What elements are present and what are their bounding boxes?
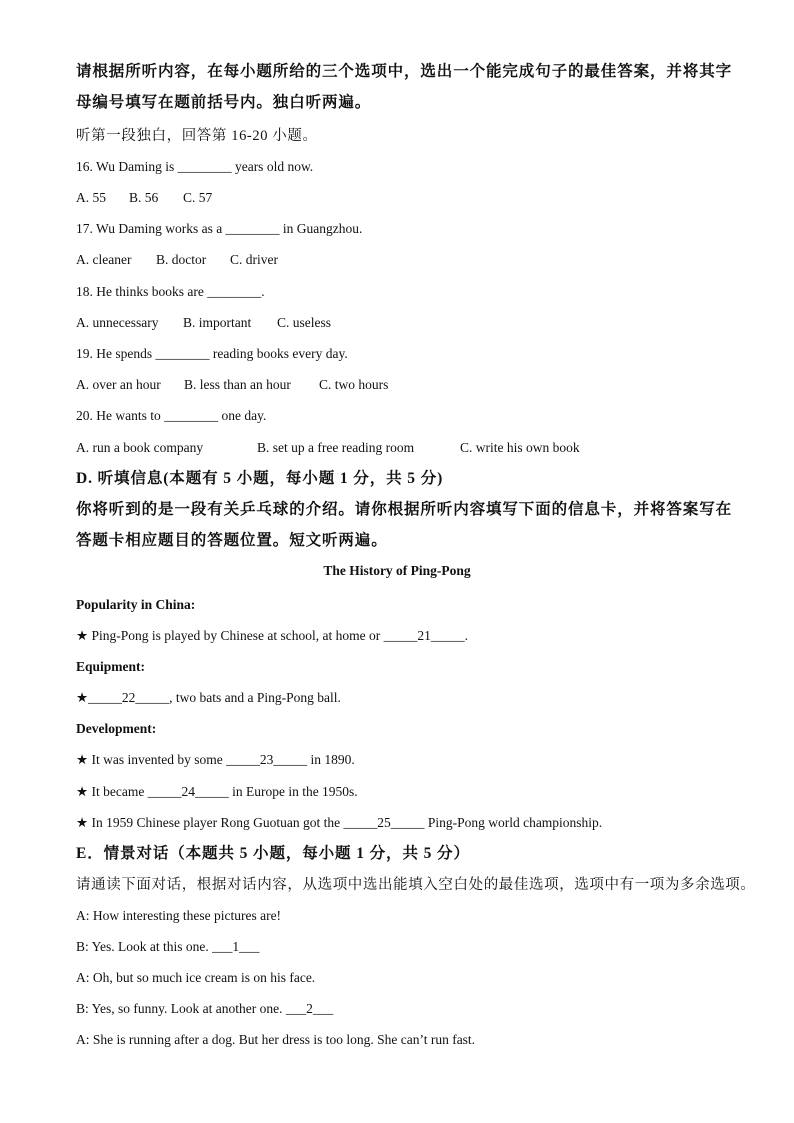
question-19-options bbox=[76, 376, 388, 394]
dev2-text: ★ It became bbox=[76, 784, 148, 799]
question-20-stem: 20. He wants to ________ one day. bbox=[76, 408, 267, 423]
section-d-desc-1: 你将听到的是一段有关乒乓球的介绍。请你根据所听内容填写下面的信息卡，并将答案写在 bbox=[76, 501, 733, 518]
equipment-label: Equipment: bbox=[76, 659, 146, 674]
option-b: B. less than an hour bbox=[184, 377, 291, 392]
equipment-text: , two bats and a Ping-Pong ball. bbox=[169, 690, 341, 705]
option-b: B. important bbox=[183, 315, 252, 330]
dialogue-line: B: Yes. Look at this one. ___1___ bbox=[76, 939, 260, 954]
dev3-tail: Ping-Pong world championship. bbox=[424, 815, 603, 830]
development-item-2 bbox=[76, 783, 358, 801]
question-18-options bbox=[76, 314, 331, 332]
dialogue-line: A: Oh, but so much ice cream is on his face. bbox=[76, 970, 316, 985]
blank-24: _____24_____ bbox=[147, 784, 229, 799]
blank-22: _____22_____ bbox=[88, 690, 170, 705]
option-a: A. unnecessary bbox=[76, 315, 159, 330]
option-c: C. write his own book bbox=[460, 440, 580, 455]
question-19-stem: 19. He spends ________ reading books every day. bbox=[76, 346, 348, 361]
dialogue-line: B: Yes, so funny. Look at another one. ___2___ bbox=[76, 1001, 334, 1016]
monologue-intro: 听第一段独白，回答第 16-20 小题。 bbox=[76, 128, 318, 144]
development-item-1 bbox=[76, 751, 355, 769]
popularity-item bbox=[76, 627, 468, 645]
equipment-item bbox=[76, 689, 341, 707]
option-c: C. 57 bbox=[183, 190, 213, 205]
question-18-stem: 18. He thinks books are ________. bbox=[76, 284, 265, 299]
option-c: C. useless bbox=[277, 315, 331, 330]
dev1-text: ★ It was invented by some bbox=[76, 752, 227, 767]
instruction-line-1: 请根据所听内容，在每小题所给的三个选项中，选出一个能完成句子的最佳答案，并将其字 bbox=[76, 63, 733, 80]
option-a: A. over an hour bbox=[76, 377, 161, 392]
dialogue-line: A: She is running after a dog. But her dress is too long. She can’t run fast. bbox=[76, 1032, 476, 1047]
blank-21: _____21_____ bbox=[383, 628, 465, 643]
option-b: B. set up a free reading room bbox=[257, 440, 415, 455]
dev1-tail: in 1890. bbox=[307, 752, 355, 767]
section-d-desc-2: 答题卡相应题目的答题位置。短文听两遍。 bbox=[76, 532, 388, 549]
instruction-line-2: 母编号填写在题前括号内。独白听两遍。 bbox=[76, 94, 372, 111]
option-a: A. run a book company bbox=[76, 440, 204, 455]
blank-23: _____23_____ bbox=[226, 752, 308, 767]
question-17-options bbox=[76, 251, 278, 269]
question-16-stem: 16. Wu Daming is ________ years old now. bbox=[76, 159, 314, 174]
star-icon: ★ bbox=[76, 690, 89, 705]
development-item-3 bbox=[76, 814, 602, 832]
dialogue-line: A: How interesting these pictures are! bbox=[76, 908, 282, 923]
section-e-desc: 请通读下面对话，根据对话内容，从选项中选出能填入空白处的最佳选项，选项中有一项为多余选项。 bbox=[76, 877, 756, 893]
option-c: C. two hours bbox=[319, 377, 389, 392]
info-card-title: The History of Ping-Pong bbox=[323, 563, 471, 578]
question-17-stem: 17. Wu Daming works as a ________ in Guangzhou. bbox=[76, 221, 363, 236]
option-a: A. 55 bbox=[76, 190, 106, 205]
popularity-label: Popularity in China: bbox=[76, 597, 196, 612]
option-b: B. 56 bbox=[129, 190, 159, 205]
option-b: B. doctor bbox=[156, 252, 207, 267]
section-e-heading: E．情景对话（本题共 5 小题，每小题 1 分，共 5 分） bbox=[76, 845, 470, 862]
blank-25: _____25_____ bbox=[343, 815, 425, 830]
section-d-heading: D. 听填信息(本题有 5 小题，每小题 1 分，共 5 分) bbox=[76, 470, 444, 487]
question-16-options bbox=[76, 189, 212, 207]
question-20-options bbox=[76, 439, 580, 457]
option-c: C. driver bbox=[230, 252, 278, 267]
period: . bbox=[464, 628, 468, 643]
dev2-tail: in Europe in the 1950s. bbox=[228, 784, 358, 799]
development-label: Development: bbox=[76, 721, 157, 736]
dev3-text: ★ In 1959 Chinese player Rong Guotuan got the bbox=[76, 815, 344, 830]
popularity-text: ★ Ping-Pong is played by Chinese at school, at home or bbox=[76, 628, 384, 643]
option-a: A. cleaner bbox=[76, 252, 132, 267]
